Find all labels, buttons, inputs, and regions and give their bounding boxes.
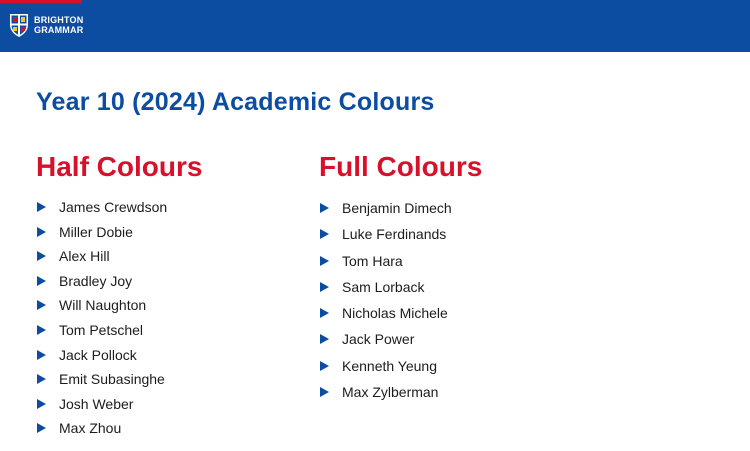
list-item xyxy=(319,277,452,303)
triangle-bullet-icon xyxy=(320,229,329,239)
site-header xyxy=(0,0,750,52)
list-item xyxy=(36,345,167,370)
triangle-bullet-icon xyxy=(37,423,46,433)
page-title: Year 10 (2024) Academic Colours xyxy=(36,88,435,116)
list-item xyxy=(36,320,167,345)
triangle-bullet-icon xyxy=(320,387,329,397)
list-item xyxy=(36,295,167,320)
list-item xyxy=(36,246,167,271)
header-accent-bar xyxy=(0,0,82,3)
triangle-bullet-icon xyxy=(37,399,46,409)
list-item xyxy=(319,224,452,250)
triangle-bullet-icon xyxy=(320,334,329,344)
brighton-grammar-logo[interactable] xyxy=(9,12,83,38)
student-name: Sam Lorback xyxy=(342,278,425,295)
student-name: Bradley Joy xyxy=(59,272,133,289)
student-name: Miller Dobie xyxy=(59,223,133,240)
triangle-bullet-icon xyxy=(37,227,46,237)
triangle-bullet-icon xyxy=(320,203,329,213)
half-colours-heading: Half Colours xyxy=(36,151,203,182)
list-item xyxy=(319,198,452,224)
list-item xyxy=(319,303,452,329)
list-item xyxy=(36,418,167,443)
student-name: Max Zhou xyxy=(59,420,122,437)
logo-line-brighton: BRIGHTON xyxy=(34,15,84,25)
triangle-bullet-icon xyxy=(320,282,329,292)
triangle-bullet-icon xyxy=(37,202,46,212)
student-name: Jack Pollock xyxy=(59,346,137,363)
student-name: Emit Subasinghe xyxy=(59,371,165,388)
triangle-bullet-icon xyxy=(37,300,46,310)
triangle-bullet-icon xyxy=(37,251,46,261)
triangle-bullet-icon xyxy=(37,350,46,360)
student-name: Tom Petschel xyxy=(59,321,144,338)
student-name: Max Zylberman xyxy=(342,384,439,401)
list-item xyxy=(36,271,167,296)
list-item xyxy=(319,251,452,277)
full-colours-list xyxy=(319,198,452,408)
student-name: James Crewdson xyxy=(59,199,168,215)
student-name: Kenneth Yeung xyxy=(342,357,437,374)
student-name: Nicholas Michele xyxy=(342,305,448,322)
logo-line-grammar: GRAMMAR xyxy=(34,25,84,35)
logo-wordmark xyxy=(34,15,83,35)
half-colours-section xyxy=(36,150,203,437)
list-item xyxy=(319,382,452,408)
student-name: Tom Hara xyxy=(342,252,403,269)
list-item xyxy=(319,329,452,355)
list-item xyxy=(36,222,167,247)
triangle-bullet-icon xyxy=(320,361,329,371)
student-name: Josh Weber xyxy=(59,395,134,412)
triangle-bullet-icon xyxy=(320,256,329,266)
triangle-bullet-icon xyxy=(37,325,46,335)
list-item xyxy=(36,394,167,419)
half-colours-list xyxy=(36,197,167,443)
list-item xyxy=(319,356,452,382)
list-item xyxy=(36,369,167,394)
full-colours-heading: Full Colours xyxy=(319,151,483,182)
student-name: Benjamin Dimech xyxy=(342,200,452,216)
triangle-bullet-icon xyxy=(320,308,329,318)
student-name: Luke Ferdinands xyxy=(342,226,447,243)
triangle-bullet-icon xyxy=(37,276,46,286)
student-name: Will Naughton xyxy=(59,297,147,314)
list-item xyxy=(36,197,167,222)
triangle-bullet-icon xyxy=(37,374,46,384)
full-colours-section xyxy=(319,150,483,401)
school-crest-icon xyxy=(9,12,29,38)
student-name: Alex Hill xyxy=(59,248,110,265)
student-name: Jack Power xyxy=(342,331,415,348)
